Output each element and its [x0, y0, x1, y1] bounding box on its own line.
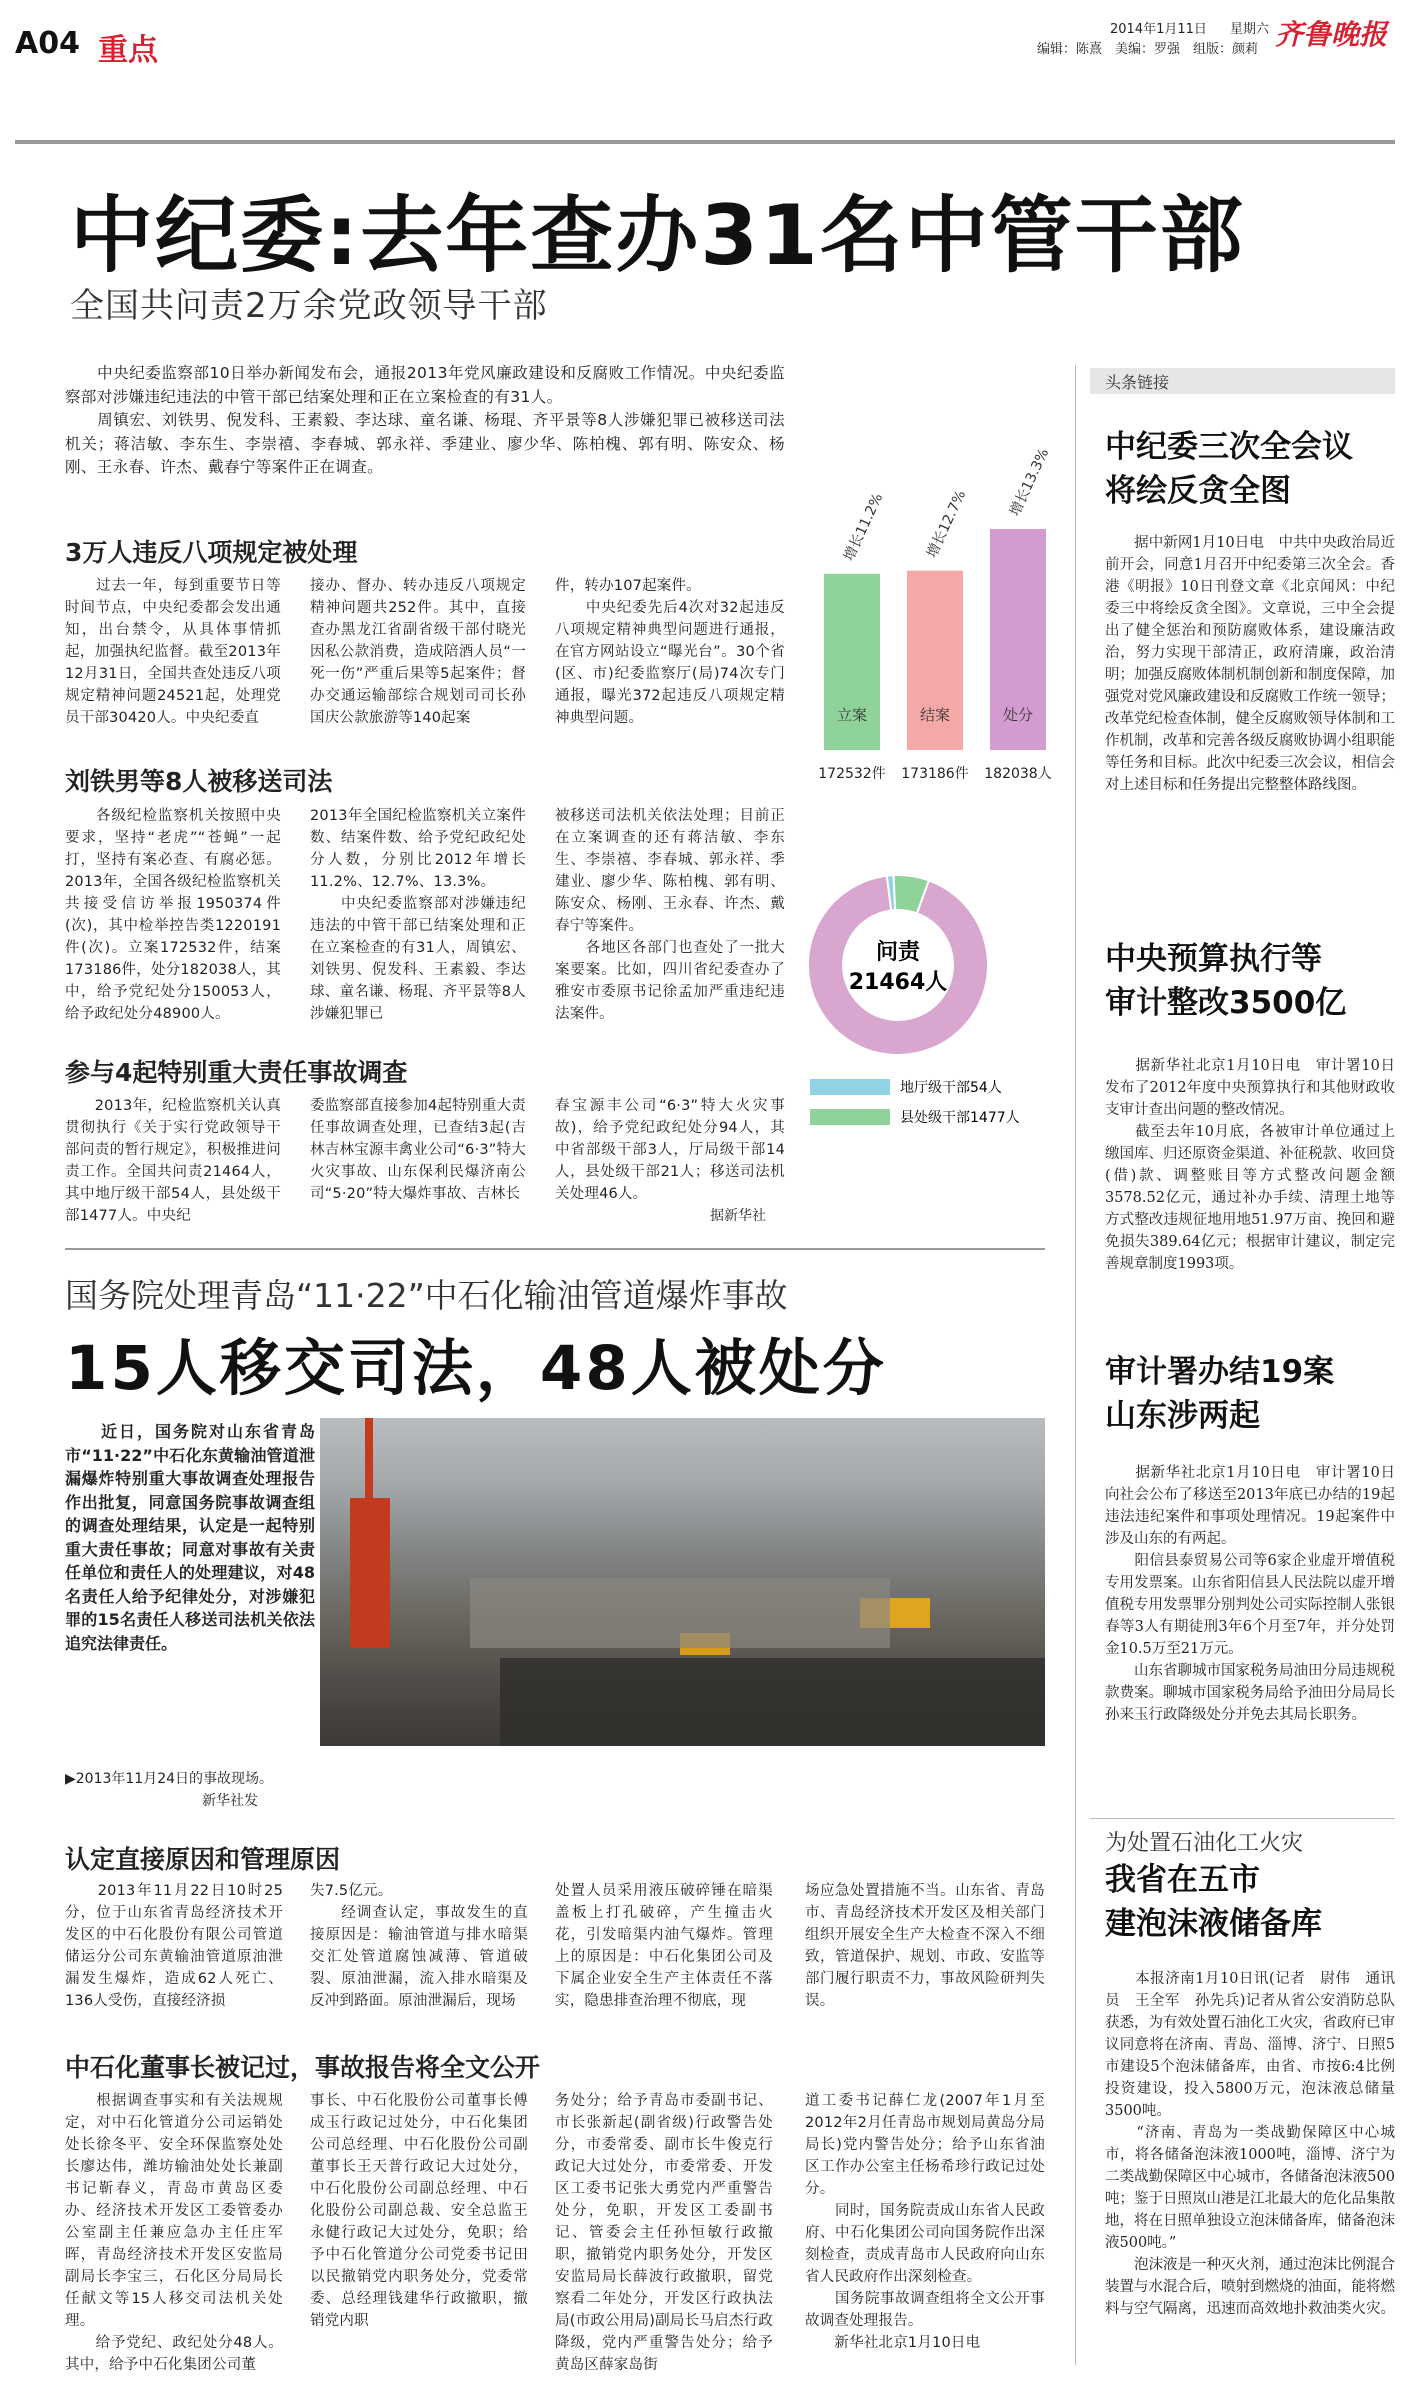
sidebar-story-3-title-line-2: 山东涉两起: [1105, 1398, 1260, 1434]
donut-legend-label: 县处级干部1477人: [900, 1110, 1020, 1126]
road-debris: [470, 1578, 890, 1648]
donut-legend-label: 地厅级干部54人: [900, 1080, 1002, 1096]
story2-section-title-1: 认定直接原因和管理原因: [65, 1845, 341, 1874]
crane-boom: [365, 1418, 373, 1508]
sidebar-story-1-title-line-2: 将绘反贪全图: [1105, 473, 1291, 509]
header-date: 2014年1月11日: [1110, 22, 1207, 37]
lead-headline: 中纪委:去年查办31名中管干部: [70, 187, 1245, 284]
sidebar-story-4-body: 本报济南1月10日讯(记者 尉伟 通讯员 王全军 孙先兵)记者从省公安消防总队获悉，为有效处置石油化工火灾，省政府已审议同意将在济南、青岛、淄博、济宁、日照5市建设5个泡沫储备库，由省、市按6:4比例投资建设，投入5800万元，泡沫液总储量3500吨。 “济南、青岛为一类战勤保障区中心城市，将各储备泡沫液1000吨，淄博、济宁为二类战勤保障区中心城市，各储备泡沫液500吨；鉴于日照岚山港是江北最大的危化品集散地，将在日照单独设立泡沫储备库，储备泡沫液500吨。” 泡沫液是一种灭火剂，通过泡沫比例混合装置与水混合后，喷射到燃烧的油面，能将燃料与空气隔离，迅速而高效地扑救油类火灾。: [1105, 1971, 1395, 2317]
lead-section-1-col-3: 件，转办107起案件。 中央纪委先后4次对32起违反八项规定精神典型问题进行通报，在官方网站设立“曝光台”。30个省(区、市)纪委监察厅(局)74次专门通报，曝光372起违反八项规定精神典型问题。: [555, 578, 785, 726]
lead-subheadline: 全国共问责2万余党政领导干部: [70, 286, 548, 326]
page-header: [0, 0, 1409, 150]
sidebar-story-2-title-line-2: 审计整改3500亿: [1105, 985, 1347, 1021]
page-number: A04: [15, 26, 80, 61]
lead-section-1-col-2: 接办、督办、转办违反八项规定精神问题共252件。其中，直接查办黑龙江省副省级干部付晓光因私公款消费，造成陪酒人员“一死一伤”严重后果等5起案件；督办交通运输部综合规划司司长孙国庆公款旅游等140起案: [310, 578, 526, 726]
bar-growth-label: 增长13.3%: [1007, 446, 1053, 519]
case-stats-bar-chart: [800, 430, 1060, 820]
sidebar-story-1-title: [1105, 425, 1395, 513]
story2-intro: 近日，国务院对山东省青岛市“11·22”中石化东黄输油管道泄漏爆炸特别重大事故调查处理报告作出批复，同意国务院事故调查组的调查处理结果，认定是一起特别重大责任事故；同意对事故有关责任单位和责任人的处理建议，对48名责任人给予纪律处分，对涉嫌犯罪的15名责任人移送司法机关依法追究法律责任。: [65, 1422, 315, 1653]
header-weekday: 星期六: [1230, 22, 1270, 37]
section-name: 重点: [98, 33, 158, 68]
lead-intro: 中央纪委监察部10日举办新闻发布会，通报2013年党风廉政建设和反腐败工作情况。中央纪委监察部对涉嫌违纪违法的中管干部已结案处理和正在立案检查的有31人。 周镇宏、刘铁男、倪发科、王素毅、李达球、童名谦、杨琨、齐平景等8人涉嫌犯罪已被移送司法机关；蒋洁敏、李东生、李崇禧、李春城、郭永祥、季建业、廖少华、陈柏槐、郭有明、陈安众、杨刚、王永春、许杰、戴春宁等案件正在调查。: [65, 364, 785, 476]
sidebar-story-3-title: [1105, 1350, 1395, 1438]
lead-section-title-2: 刘铁男等8人被移送司法: [65, 767, 333, 796]
accident-scene-photo: [320, 1418, 1045, 1746]
lead-section-title-3: 参与4起特别重大责任事故调查: [65, 1058, 408, 1087]
story2-section-2-col-2: 事长、中石化股份公司董事长傅成玉行政记过处分，中石化集团公司总经理、中石化股份公司副董事长王天普行政记大过处分，中石化股份公司副总经理、中石化股份公司副总裁、安全总监王永健行政记大过处分，免职；给予中石化管道分公司党委书记田以民撤销党内职务处分，党委常委、总经理钱建华行政撤职，撤销党内职: [310, 2093, 528, 2329]
bar-category-label: 结案: [919, 706, 951, 724]
bar-value-label: 172532件: [818, 766, 886, 782]
crane-left: [350, 1498, 390, 1648]
sidebar-story-4-kicker: 为处置石油化工火灾: [1105, 1831, 1304, 1856]
sidebar-tag: 头条链接: [1105, 373, 1170, 392]
lead-section-1-col-1: 过去一年，每到重要节日等时间节点，中央纪委都会发出通知，出台禁令，从具体事情抓起，加强执纪监督。截至2013年12月31日，全国共查处违反八项规定精神问题24521起，处理党员干部30420人。中央纪委直: [65, 578, 281, 726]
bar-value-label: 182038人: [984, 766, 1052, 782]
sidebar-story-1-title-line-1: 中纪委三次全会议: [1105, 429, 1353, 465]
story2-headline: 15人移交司法，48人被处分: [65, 1333, 887, 1404]
lead-section-3-col-1: 2013年，纪检监察机关认真贯彻执行《关于实行党政领导干部问责的暂行规定》，积极推进问责工作。全国共问责21464人，其中地厅级干部54人，县处级干部1477人。中央纪: [65, 1098, 281, 1224]
sidebar-story-3-title-line-1: 审计署办结19案: [1105, 1354, 1335, 1390]
story2-top-rule: [65, 1248, 1045, 1250]
header-credits: 编辑：陈熹 美编：罗强 组版：颜莉: [1037, 42, 1259, 57]
story2-section-2-col-1: 根据调查事实和有关法规规定，对中石化管道分公司运销处处长徐冬平、安全环保监察处处长廖达伟，潍坊输油处处长兼副书记靳春义，青岛市黄岛区委办、经济技术开发区工委管委办公室副主任兼应急办主任庄军晖，青岛经济技术开发区安监局副局长李宝三，石化区分局局长任献文等15人移交司法机关处理。 给予党纪、政纪处分48人。其中，给予中石化集团公司董: [65, 2093, 283, 2373]
lead-section-3-col-2: 委监察部直接参加4起特别重大责任事故调查处理，已查结3起(吉林吉林宝源丰禽业公司“6·3”特大火灾事故、山东保利民爆济南公司“5·20”特大爆炸事故、吉林长: [310, 1098, 526, 1202]
story2-section-title-2: 中石化董事长被记过，事故报告将全文公开: [65, 2053, 541, 2082]
sidebar-story-2-title-line-1: 中央预算执行等: [1105, 941, 1322, 977]
lead-section-2-col-2: 2013年全国纪检监察机关立案件数、结案件数、给予党纪政纪处分人数，分别比2012年增长11.2%、12.7%、13.3%。 中央纪委监察部对涉嫌违纪违法的中管干部已结案处理和正在立案检查的有31人，周镇宏、刘铁男、倪发科、王素毅、李达球、童名谦、杨琨、齐平景等8人涉嫌犯罪已: [310, 808, 526, 1022]
story2-section-2-col-3: 务处分；给予青岛市委副书记、市长张新起(副省级)行政警告处分，市委常委、副市长牛俊克行政记大过处分，市委常委、开发区工委书记张大勇党内严重警告处分，免职，开发区工委副书记、管委会主任孙恒敏行政撤职，撤销党内职务处分，开发区安监局局长薛波行政撤职，留党察看二年处分，开发区行政执法局(市政公用局)副局长马启杰行政降级，党内严重警告处分；给予黄岛区薛家岛街: [555, 2093, 773, 2373]
story2-section-1-col-4: 场应急处置措施不当。山东省、青岛市、青岛经济技术开发区及相关部门组织开展安全生产大检查不深入不细致，管道保护、规划、市政、安监等部门履行职责不力，事故风险研判失误。: [805, 1883, 1045, 2009]
story2-section-2-col-4: 道工委书记薛仁龙(2007年1月至2012年2月任青岛市规划局黄岛分局局长)党内警告处分；给予山东省油区工作办公室主任杨希珍行政记过处分。 同时，国务院责成山东省人民政府、中石化集团公司向国务院作出深刻检查，责成青岛市人民政府向山东省人民政府作出深刻检查。 国务院事故调查组将全文公开事故调查处理报告。 新华社北京1月10日电: [805, 2093, 1045, 2351]
lead-section-3-col-3: 春宝源丰公司“6·3”特大火灾事故)，给予党纪政纪处分94人，其中省部级干部3人，厅局级干部14人，县处级干部21人；移送司法机关处理46人。: [555, 1098, 785, 1202]
lead-section-2-col-1: 各级纪检监察机关按照中央要求，坚持“老虎”“苍蝇”一起打，坚持有案必查、有腐必惩。2013年，全国各级纪检监察机关共接受信访举报1950374件(次)，其中检举控告类1220191件(次)。立案172532件，结案173186件，处分182038人，其中，给予党纪处分150053人，给予政纪处分48900人。: [65, 808, 281, 1022]
sidebar-story-2-title: [1105, 937, 1395, 1025]
story2-section-1-col-1: 2013年11月22日10时25分，位于山东省青岛经济技术开发区的中石化股份有限公司管道储运分公司东黄输油管道原油泄漏发生爆炸，造成62人死亡、136人受伤，直接经济损: [65, 1883, 283, 2009]
story2-kicker: 国务院处理青岛“11·22”中石化输油管道爆炸事故: [65, 1276, 788, 1315]
lead-section-2-col-3: 被移送司法机关依法处理；目前正在立案调查的还有蒋洁敏、李东生、李崇禧、李春城、郭永祥、季建业、廖少华、陈柏槐、郭有明、陈安众、杨刚、王永春、许杰、戴春宁等案件。 各地区各部门也查处了一批大案要案。比如，四川省纪委查办了雅安市委原书记徐孟加严重违纪违法案件。: [555, 808, 785, 1022]
sidebar-story-2-body: 据新华社北京1月10日电 审计署10日发布了2012年度中央预算执行和其他财政收支审计查出问题的整改情况。 截至去年10月底，各被审计单位通过上缴国库、归还原资金渠道、补征税款、收回贷(借)款、调整账目等方式整改问题金额3578.52亿元，通过补办手续、清理土地等方式整改违规征地用地51.97万亩、挽回和避免损失389.64亿元；根据审计建议，制定完善规章制度1993项。: [1105, 1058, 1395, 1272]
bar-category-label: 处分: [1002, 706, 1034, 724]
sidebar-story-4-title: [1105, 1858, 1395, 1946]
sidebar-story-4-title-line-1: 我省在五市: [1105, 1862, 1260, 1898]
sidebar-divider: [1075, 365, 1076, 2365]
donut-legend-swatch: [810, 1079, 890, 1095]
donut-center-total: 21464人: [848, 970, 948, 995]
bar-growth-label: 增长11.2%: [841, 491, 887, 564]
oil-water: [500, 1658, 1045, 1746]
header-rule: [15, 140, 1395, 144]
newspaper-logo: 齐鲁晚报: [1275, 18, 1388, 51]
story2-section-1-col-2: 失7.5亿元。 经调查认定，事故发生的直接原因是：输油管道与排水暗渠交汇处管道腐蚀减薄、管道破裂、原油泄漏，流入排水暗渠及反冲到路面。原油泄漏后，现场: [310, 1883, 528, 2009]
sidebar-story-4-rule: [1090, 1818, 1395, 1819]
photo-caption: ▶2013年11月24日的事故现场。: [65, 1771, 274, 1787]
donut-legend-swatch: [810, 1109, 890, 1125]
donut-center-title: 问责: [875, 940, 921, 965]
accountability-donut-chart: [808, 870, 1058, 1140]
sidebar-story-3-body: 据新华社北京1月10日电 审计署10日向社会公布了移送至2013年底已办结的19起违法违纪案件和事项处理情况。19起案件中涉及山东的有两起。 阳信县泰贸易公司等6家企业虚开增值税专用发票案。山东省阳信县人民法院以虚开增值税专用发票罪分别判处公司实际控制人张银春等3人有期徒刑3年6个月至7年，并分处罚金10.5万至21万元。 山东省聊城市国家税务局油田分局违规税款费案。聊城市国家税务局给予油田分局局长孙来玉行政降级处分并免去其局长职务。: [1105, 1465, 1395, 1723]
lead-byline: 据新华社: [710, 1208, 766, 1224]
photo-credit: 新华社发: [202, 1793, 258, 1809]
bar-growth-label: 增长12.7%: [924, 487, 970, 561]
sidebar-story-4-title-line-2: 建泡沫液储备库: [1105, 1906, 1322, 1942]
story2-section-1-col-3: 处置人员采用液压破碎锤在暗渠盖板上打孔破碎，产生撞击火花，引发暗渠内油气爆炸。管理上的原因是：中石化集团公司及下属企业安全生产主体责任不落实，隐患排查治理不彻底，现: [555, 1883, 773, 2009]
lead-section-title-1: 3万人违反八项规定被处理: [65, 538, 358, 567]
bar-category-label: 立案: [836, 706, 868, 724]
bar-value-label: 173186件: [901, 766, 969, 782]
sidebar-story-1-body: 据中新网1月10日电 中共中央政治局近前开会，同意1月召开中纪委第三次全会。香港《明报》10日刊登文章《北京闻风：中纪委三中将绘反贪全图》。文章说，三中全会提出了健全惩治和预防腐败体系，建设廉洁政治，努力实现干部清正，政府清廉，政治清明；加强反腐败体制机制创新和制度保障，加强党对党风廉政建设和反腐败工作统一领导；改革党纪检查体制，健全反腐败领导体制和工作机制，改革和完善各级反腐败协调小组职能等任务和目标。此次中纪委三次会议，相信会对上述目标和任务提出完整整体路线图。: [1105, 535, 1395, 793]
